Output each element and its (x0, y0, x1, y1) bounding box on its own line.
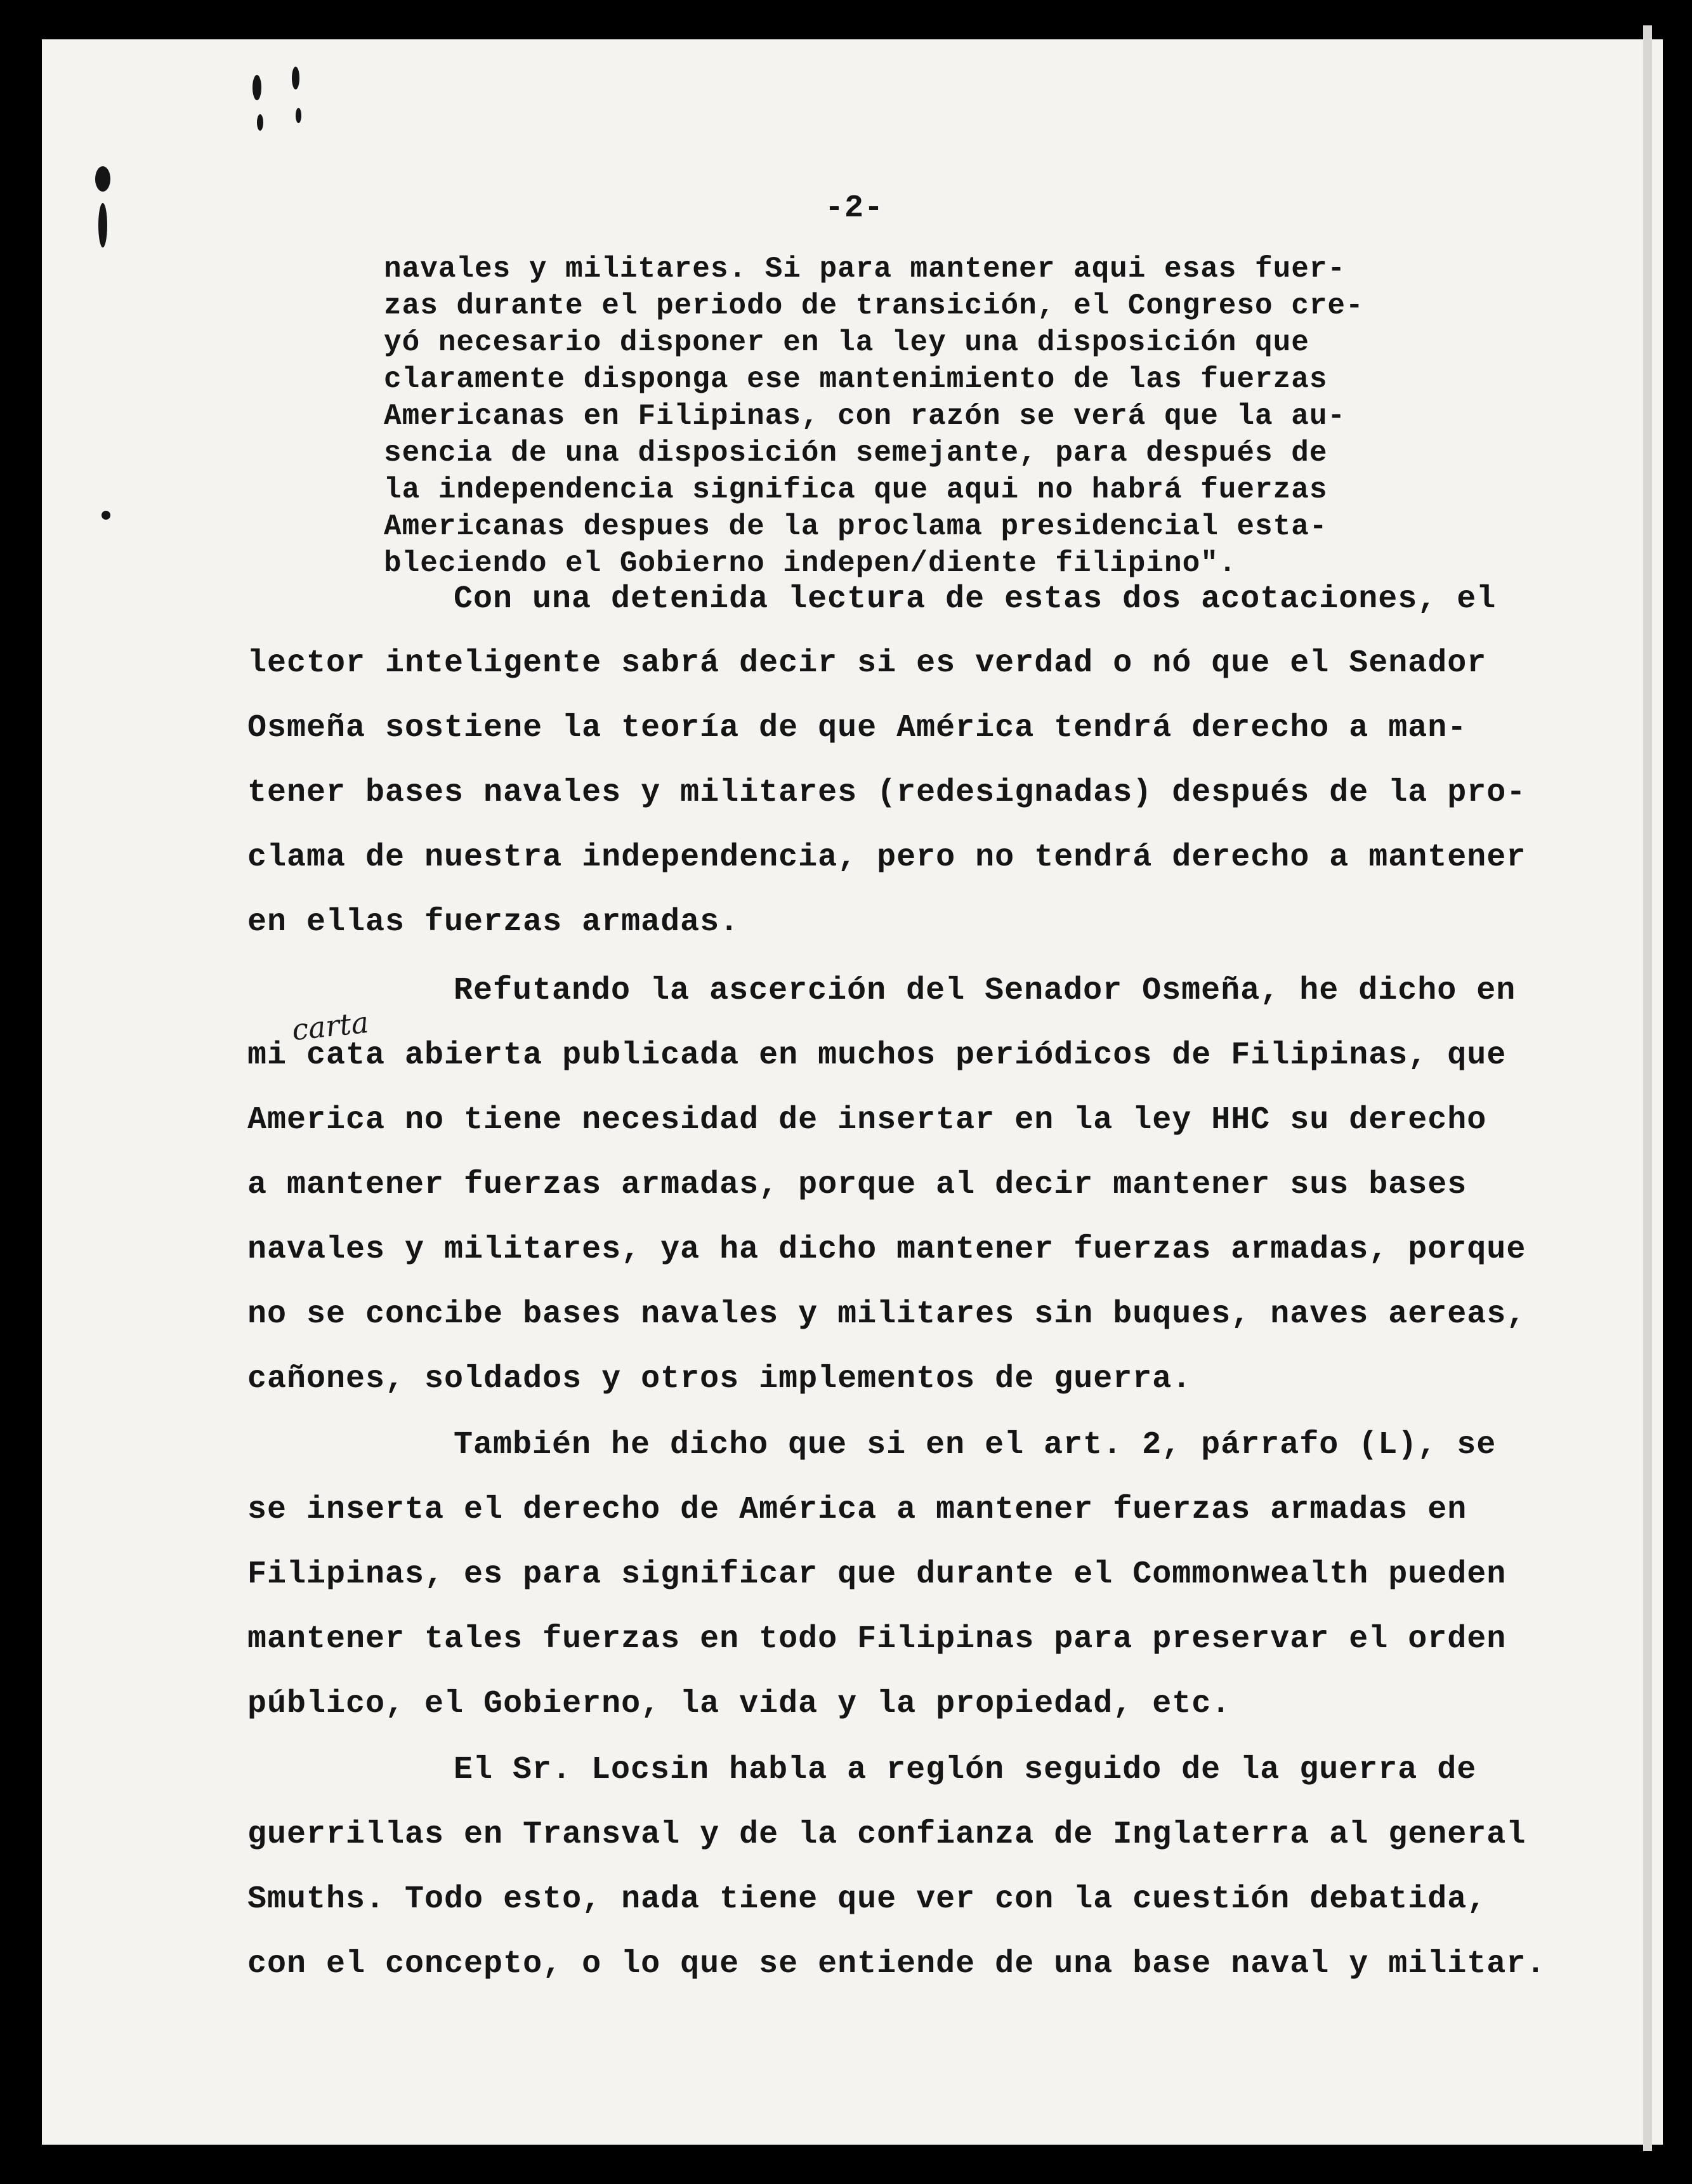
quote-line: claramente disponga ese mantenimiento de las fuerzas (384, 363, 1328, 396)
body-line: público, el Gobierno, la vida y la propiedad, etc. (247, 1686, 1231, 1722)
ink-mark (292, 67, 299, 89)
ink-mark (257, 114, 263, 131)
body-line: lector inteligente sabrá decir si es verdad o nó que el Senador (247, 645, 1487, 681)
quote-line: la independencia significa que aqui no habrá fuerzas (384, 473, 1328, 506)
quote-line: navales y militares. Si para mantener aqui esas fuer- (384, 253, 1346, 286)
body-line: con el concepto, o lo que se entiende de una base naval y militar. (247, 1946, 1546, 1982)
page-number: -2- (825, 190, 884, 227)
body-line: America no tiene necesidad de insertar en la ley HHC su derecho (247, 1102, 1487, 1138)
body-line: Osmeña sostiene la teoría de que América tendrá derecho a man- (247, 710, 1467, 746)
body-line: no se concibe bases navales y militares sin buques, naves aereas, (247, 1296, 1526, 1332)
body-line: clama de nuestra independencia, pero no tendrá derecho a mantener (247, 839, 1526, 876)
quote-line: sencia de una disposición semejante, para después de (384, 437, 1328, 470)
ink-mark (95, 166, 110, 192)
body-line: Filipinas, es para significar que durante el Commonwealth pueden (247, 1556, 1507, 1593)
body-line: a mantener fuerzas armadas, porque al decir mantener sus bases (247, 1167, 1467, 1203)
body-line: navales y militares, ya ha dicho mantener fuerzas armadas, porque (247, 1232, 1526, 1268)
handwritten-annotation: carta (290, 1004, 371, 1048)
body-line: El Sr. Locsin habla a reglón seguido de la guerra de (454, 1752, 1477, 1788)
body-line: guerrillas en Transval y de la confianza de Inglaterra al general (247, 1817, 1526, 1853)
body-line: También he dicho que si en el art. 2, párrafo (L), se (454, 1427, 1497, 1463)
page-edge (1643, 25, 1652, 2151)
body-line: se inserta el derecho de América a mantener fuerzas armadas en (247, 1492, 1467, 1528)
body-line: tener bases navales y militares (redesignadas) después de la pro- (247, 775, 1526, 811)
quote-line: yó necesario disponer en la ley una disposición que (384, 326, 1309, 359)
body-line: mantener tales fuerzas en todo Filipinas para preservar el orden (247, 1621, 1507, 1657)
quote-line: bleciendo el Gobierno indepen/diente filipino". (384, 547, 1237, 580)
body-line: Refutando la ascerción del Senador Osmeña, he dicho en (454, 973, 1516, 1009)
ink-mark (98, 203, 107, 247)
ink-mark (102, 511, 110, 520)
body-line: mi cata abierta publicada en muchos periódicos de Filipinas, que (247, 1037, 1507, 1074)
quote-line: Americanas despues de la proclama presidencial esta- (384, 510, 1328, 543)
ink-mark (252, 75, 261, 100)
ink-mark (296, 108, 301, 123)
body-line: en ellas fuerzas armadas. (247, 904, 740, 940)
body-line: cañones, soldados y otros implementos de guerra. (247, 1361, 1192, 1397)
body-line: Smuths. Todo esto, nada tiene que ver con la cuestión debatida, (247, 1881, 1487, 1918)
quote-line: Americanas en Filipinas, con razón se verá que la au- (384, 400, 1346, 433)
quote-line: zas durante el periodo de transición, el Congreso cre- (384, 289, 1364, 322)
body-line: Con una detenida lectura de estas dos acotaciones, el (454, 581, 1497, 617)
